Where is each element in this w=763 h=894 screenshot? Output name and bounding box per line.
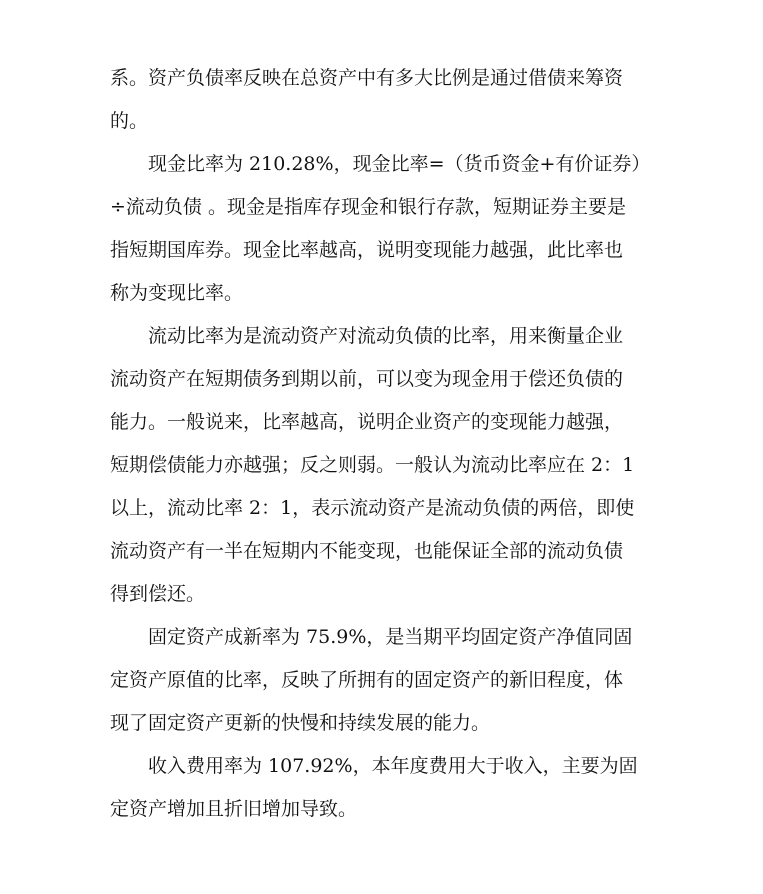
text-line: ÷流动负债 。现金是指库存现金和银行存款，短期证券主要是 [110,196,626,218]
text-line: 定资产原值的比率，反映了所拥有的固定资产的新旧程度，体 [110,669,624,691]
text-line: 现金比率为 210.28%，现金比率=（货币资金+有价证券） [148,153,651,175]
text-line: 收入费用率为 107.92%，本年度费用大于收入，主要为固 [148,755,638,777]
text-line: 现了固定资产更新的快慢和持续发展的能力。 [110,712,491,734]
text-line: 定资产增加且折旧增加导致。 [110,798,358,820]
text-line: 系。资产负债率反映在总资产中有多大比例是通过借债来筹资 [110,67,624,89]
text-line: 称为变现比率。 [110,282,244,304]
text-line: 流动资产在短期债务到期以前，可以变为现金用于偿还负债的 [110,368,624,390]
text-line: 指短期国库券。现金比率越高，说明变现能力越强，此比率也 [110,239,624,261]
text-line: 流动比率为是流动资产对流动负债的比率，用来衡量企业 [148,325,624,347]
text-line: 短期偿债能力亦越强；反之则弱。一般认为流动比率应在 2：1 [110,454,635,476]
text-line: 能力。一般说来，比率越高，说明企业资产的变现能力越强， [110,411,624,433]
text-line: 固定资产成新率为 75.9%，是当期平均固定资产净值同固 [148,626,633,648]
text-line: 以上，流动比率 2：1，表示流动资产是流动负债的两倍，即使 [110,497,635,519]
text-line: 得到偿还。 [110,583,206,605]
text-line: 的。 [110,110,149,132]
text-line: 流动资产有一半在短期内不能变现，也能保证全部的流动负债 [110,540,624,562]
